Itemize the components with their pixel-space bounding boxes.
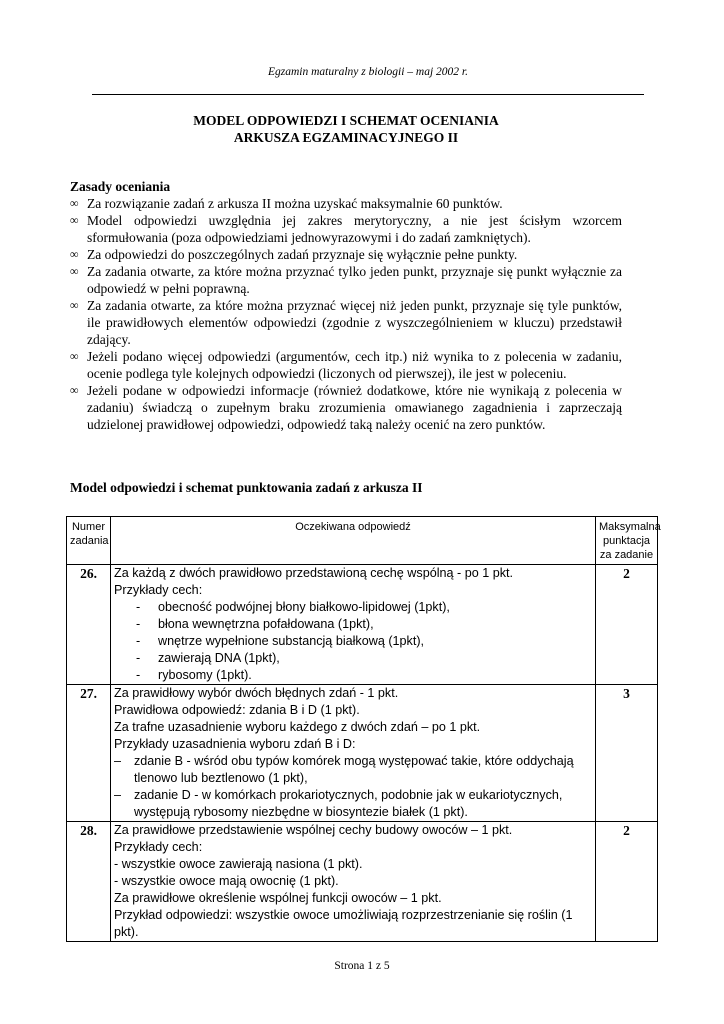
rule-text: Za zadania otwarte, za które można przyznać więcej niż jeden punkt, przyznaje się tyle punktów, ile prawidłowych elementów odpowiedzi (zgodnie z wyszczególnieniem w kluczu) przedstawił zdający. [87,298,622,347]
answer-line: Za prawidłowe przedstawienie wspólnej cechy budowy owoców – 1 pkt. [114,823,513,837]
header-text: Numer [71,521,105,533]
exam-header: Egzamin maturalny z biologii – maj 2002 r. [268,66,468,78]
max-points: 2 [596,822,658,942]
rule-text: Jeżeli podane w odpowiedzi informacje (również dodatkowe, które nie wynikają z polecenia w zadaniu) świadczą o zupełnym braku zrozumienia omawianego zagadnienia i zaprzeczają udzielonej prawidłowej odpowiedzi, odpowiedź taką należy ocenić na zero punktów. [87,383,622,432]
max-points: 3 [596,685,658,822]
model-answers-heading: Model odpowiedzi i schemat punktowania zadań z arkusza II [70,480,423,495]
infinity-bullet-icon: ∞ [70,213,79,227]
rule-item [70,297,622,348]
rule-text: Model odpowiedzi uwzględnia jej zakres merytoryczny, a nie jest ścisłym wzorcem sformułowania (poza odpowiedziami jednowyrazowymi i do zadań zamkniętych). [87,213,622,245]
expected-answer [111,822,596,942]
answer-line: - wszystkie owoce mają owocnię (1 pkt). [114,874,339,888]
answer-line: Przykłady uzasadnienia wyboru zdań B i D: [114,737,356,751]
answer-line: - wszystkie owoce zawierają nasiona (1 pkt). [114,857,363,871]
infinity-bullet-icon: ∞ [70,264,79,278]
table-row [67,685,658,822]
title-line-2: ARKUSZA EGZAMINACYJNEGO II [233,130,459,145]
dash-bullet: – [114,754,122,768]
infinity-bullet-icon: ∞ [70,349,79,363]
header-text: zadania [70,535,109,547]
expected-answer [111,565,596,685]
dash-bullet: - [136,617,141,631]
rule-item [70,195,622,212]
list-item [114,787,592,821]
column-header-number [67,517,111,565]
list-item-text: rybosomy (1pkt). [158,668,252,682]
answer-line: Za trafne uzasadnienie wyboru każdego z dwóch zdań – po 1 pkt. [114,720,481,734]
list-item-text: wnętrze wypełnione substancją białkową (1pkt), [158,634,425,648]
rule-text: Jeżeli podano więcej odpowiedzi (argumentów, cech itp.) niż wynika to z polecenia w zadaniu, ocenie podlega tyle kolejnych odpowiedzi (liczonych od pierwszej), ile jest w poleceniu. [87,349,622,381]
dash-bullet: - [136,668,141,682]
task-number: 28. [67,822,111,942]
grading-rules [70,178,622,433]
dash-bullet: - [136,651,141,665]
rule-text: Za rozwiązanie zadań z arkusza II można uzyskać maksymalnie 60 punktów. [87,196,503,211]
answer-line: Prawidłowa odpowiedź: zdania B i D (1 pkt). [114,703,360,717]
page-number: Strona 1 z 5 [334,960,390,972]
list-item [114,616,592,633]
list-item [114,753,592,787]
column-header-max-points [596,517,661,565]
rule-item [70,382,622,433]
table-header-row [67,517,658,565]
column-header-answer: Oczekiwana odpowiedź [111,517,596,565]
answer-line: Przykłady cech: [114,583,203,597]
dash-bullet: - [136,634,141,648]
list-item [114,599,592,616]
table-row [67,822,658,942]
list-item-text: obecność podwójnej błony białkowo-lipidowej (1pkt), [158,600,450,614]
title-line-1: MODEL ODPOWIEDZI I SCHEMAT OCENIANIA [193,113,499,128]
answer-line: Za każdą z dwóch prawidłowo przedstawioną cechę wspólną - po 1 pkt. [114,566,514,580]
answer-line: Przykład odpowiedzi: wszystkie owoce umożliwiają rozprzestrzenianie się roślin (1 pkt). [114,908,573,939]
dash-bullet: – [114,788,122,802]
list-item [114,667,592,684]
rule-item [70,246,622,263]
answer-line: Przykłady cech: [114,840,203,854]
list-item-text: błona wewnętrzna pofałdowana (1pkt), [158,617,374,631]
answers-table [66,516,661,942]
rule-item [70,212,622,246]
infinity-bullet-icon: ∞ [70,247,79,261]
rule-text: Za odpowiedzi do poszczególnych zadań przyznaje się wyłącznie pełne punkty. [87,247,518,262]
header-divider [92,94,644,95]
list-item [114,633,592,650]
max-points: 2 [596,565,658,685]
grading-rules-heading: Zasady oceniania [70,179,171,194]
task-number: 27. [67,685,111,822]
answer-line: Za prawidłowy wybór dwóch błędnych zdań - 1 pkt. [114,686,399,700]
header-text: Maksymalna [599,521,661,533]
header-text: punktacja [602,535,651,547]
dash-bullet: - [136,600,141,614]
list-item-text: zawierają DNA (1pkt), [158,651,280,665]
table-row [67,565,658,685]
task-number: 26. [67,565,111,685]
infinity-bullet-icon: ∞ [70,196,79,210]
list-item [114,650,592,667]
infinity-bullet-icon: ∞ [70,298,79,312]
header-text: za zadanie [599,549,654,561]
rule-text: Za zadania otwarte, za które można przyznać tylko jeden punkt, przyznaje się punkt wyłącznie za odpowiedź w pełni poprawną. [87,264,622,296]
list-item-text: zdanie B - wśród obu typów komórek mogą występować takie, które oddychają tlenowo lub beztlenowo (1 pkt), [134,754,574,785]
document-title [70,112,622,146]
rule-item [70,348,622,382]
answer-line: Za prawidłowe określenie wspólnej funkcji owoców – 1 pkt. [114,891,442,905]
rule-item [70,263,622,297]
expected-answer [111,685,596,822]
infinity-bullet-icon: ∞ [70,383,79,397]
list-item-text: zadanie D - w komórkach prokariotycznych, podobnie jak w eukariotycznych, występują rybosomy niezbędne w biosyntezie białek (1 pkt). [134,788,563,819]
